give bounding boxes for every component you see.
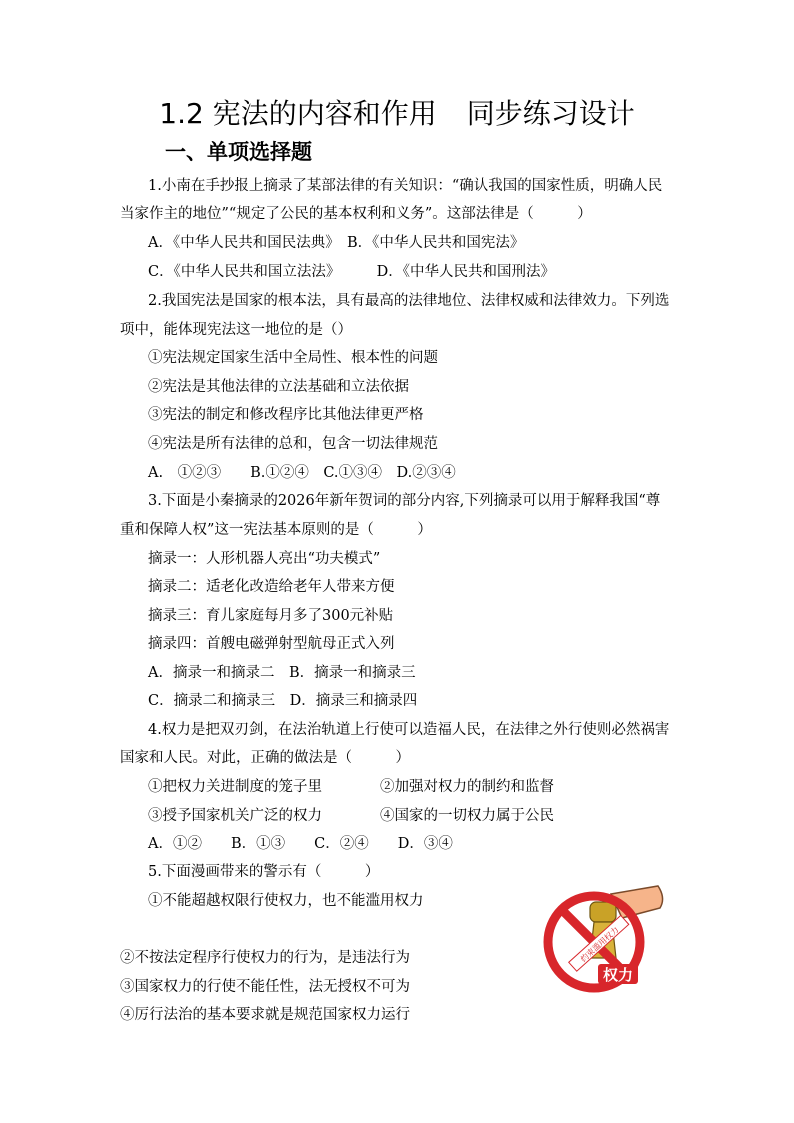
q5-item-2: ②不按法定程序行使权力的行为，是违法行为 xyxy=(120,950,410,966)
q1-stem-line2: 当家作主的地位”“规定了公民的基本权利和义务”。这部法律是（ ） xyxy=(120,206,592,222)
q1-options-ab: A．《中华人民共和国民法典》 B．《中华人民共和国宪法》 xyxy=(148,235,525,251)
q2-item-2: ②宪法是其他法律的立法基础和立法依据 xyxy=(148,379,409,395)
q2-stem-line2: 项中，能体现宪法这一地位的是（） xyxy=(120,322,352,338)
band-text: 约束滥用权力 xyxy=(578,925,621,964)
q1-stem-line1: 1.小南在手抄报上摘录了某部法律的有关知识：“确认我国的国家性质，明确人民 xyxy=(148,178,663,194)
q4-stem-line1: 4.权力是把双刃剑，在法治轨道上行使可以造福人民，在法律之外行使则必然祸害 xyxy=(148,722,670,738)
q1-options-cd: C．《中华人民共和国立法法》 D．《中华人民共和国刑法》 xyxy=(148,264,555,280)
q5-stem: 5.下面漫画带来的警示有（ ） xyxy=(148,864,380,880)
cartoon-image xyxy=(536,884,666,994)
q3-options-ab: A．摘录一和摘录二 B．摘录一和摘录三 xyxy=(148,665,416,681)
q5-item-3: ③国家权力的行使不能任性，法无授权不可为 xyxy=(120,979,410,995)
q4-stem-line2: 国家和人民。对此，正确的做法是（ ） xyxy=(120,750,410,766)
section-heading: 一、单项选择题 xyxy=(165,140,312,164)
q3-options-cd: C．摘录二和摘录三 D．摘录三和摘录四 xyxy=(148,693,418,709)
title-part1: 1.2 宪法的内容和作用 xyxy=(159,97,437,130)
q4-options: A．①② B．①③ C．②④ D．③④ xyxy=(148,836,453,852)
q3-excerpt-4: 摘录四：首艘电磁弹射型航母正式入列 xyxy=(148,636,395,652)
cartoon-svg xyxy=(536,884,666,994)
q5-item-1: ①不能超越权限行使权力，也不能滥用权力 xyxy=(148,893,424,909)
q4-items-12: ①把权力关进制度的笼子里 ②加强对权力的制约和监督 xyxy=(148,779,554,795)
page-title xyxy=(0,92,794,132)
q3-excerpt-2: 摘录二：适老化改造给老年人带来方便 xyxy=(148,579,395,595)
q3-stem-line1: 3.下面是小秦摘录的2026年新年贺词的部分内容,下列摘录可以用于解释我国“尊 xyxy=(148,493,661,509)
seal-handle xyxy=(590,902,616,922)
title-part2: 同步练习设计 xyxy=(466,97,635,130)
q3-stem-line2: 重和保障人权”这一宪法基本原则的是（ ） xyxy=(120,522,432,538)
q3-excerpt-1: 摘录一：人形机器人亮出“功夫模式” xyxy=(148,551,381,567)
q3-excerpt-3: 摘录三：育儿家庭每月多了300元补贴 xyxy=(148,608,394,624)
q2-item-4: ④宪法是所有法律的总和，包含一切法律规范 xyxy=(148,436,438,452)
q5-item-4: ④厉行法治的基本要求就是规范国家权力运行 xyxy=(120,1007,410,1023)
q2-stem-line1: 2.我国宪法是国家的根本法，具有最高的法律地位、法律权威和法律效力。下列选 xyxy=(148,293,670,309)
q2-item-3: ③宪法的制定和修改程序比其他法律更严格 xyxy=(148,407,424,423)
q2-options: A. ①②③ B.①②④ C.①③④ D.②③④ xyxy=(148,465,456,481)
cartoon-caption: 权力 xyxy=(602,966,634,984)
q4-items-34: ③授予国家机关广泛的权力 ④国家的一切权力属于公民 xyxy=(148,808,554,824)
q2-item-1: ①宪法规定国家生活中全局性、根本性的问题 xyxy=(148,350,438,366)
